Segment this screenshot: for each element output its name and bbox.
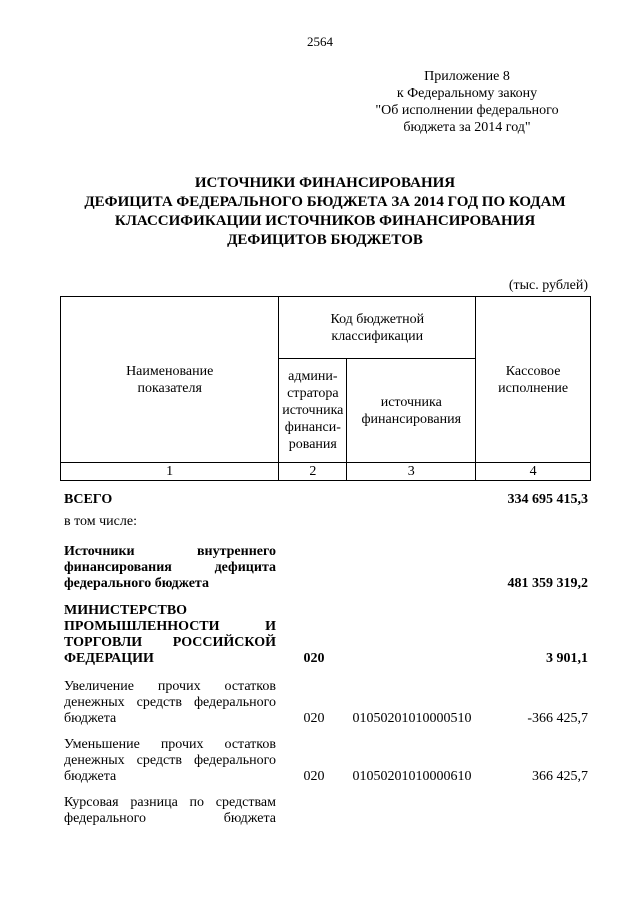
row-name: Уменьшение прочих остатков денежных средств федерального бюджета	[64, 737, 276, 784]
row-name: Курсовая разница по средствам федерального бюджета	[64, 795, 276, 826]
header-code-group: Код бюджетной классификации	[279, 297, 476, 359]
appendix-line: к Федеральному закону	[396, 86, 538, 101]
table-header	[60, 296, 591, 481]
title-line: ДЕФИЦИТА ФЕДЕРАЛЬНОГО БЮДЖЕТА ЗА 2014 ГОД ПО КОДАМ	[84, 194, 566, 210]
row-source-code: 01050201010000510	[352, 711, 472, 726]
header-source-column: источника финансирования	[347, 359, 476, 463]
column-number: 3	[347, 463, 476, 481]
header-amount-column: Кассовое исполнение	[476, 297, 591, 463]
appendix-line: бюджета за 2014 год"	[403, 120, 531, 135]
column-number: 1	[61, 463, 279, 481]
row-amount: 366 425,7	[532, 769, 588, 784]
column-number: 2	[279, 463, 347, 481]
row-amount: -366 425,7	[527, 711, 588, 726]
row-amount: 481 359 319,2	[507, 576, 588, 591]
row-admin-code: 020	[303, 769, 325, 784]
appendix-line: "Об исполнении федерального	[375, 103, 559, 118]
header-admin-column: админи- стратора источника финанси- рования	[279, 359, 347, 463]
title-line: КЛАССИФИКАЦИИ ИСТОЧНИКОВ ФИНАНСИРОВАНИЯ	[114, 213, 536, 229]
appendix-line: Приложение 8	[424, 69, 510, 84]
row-name: ВСЕГО	[64, 492, 113, 507]
column-number: 4	[476, 463, 591, 481]
title-line: ДЕФИЦИТОВ БЮДЖЕТОВ	[227, 232, 423, 248]
page-number: 2564	[307, 34, 333, 49]
row-amount: 3 901,1	[546, 651, 588, 666]
row-source-code: 01050201010000610	[352, 769, 472, 784]
row-name: в том числе:	[64, 514, 137, 529]
row-admin-code: 020	[303, 651, 325, 666]
document-title	[40, 174, 610, 250]
row-amount: 334 695 415,3	[507, 492, 588, 507]
title-line: ИСТОЧНИКИ ФИНАНСИРОВАНИЯ	[194, 175, 456, 191]
appendix-reference	[362, 68, 572, 136]
row-admin-code: 020	[303, 711, 325, 726]
header-name-column: Наименование показателя	[61, 297, 279, 463]
unit-label: (тыс. рублей)	[508, 278, 588, 293]
row-name: Источники внутреннего финансирования дефицита федерального бюджета	[64, 544, 276, 591]
row-name: Увеличение прочих остатков денежных средств федерального бюджета	[64, 679, 276, 726]
row-name: МИНИСТЕРСТВО ПРОМЫШЛЕННОСТИ И ТОРГОВЛИ РОССИЙСКОЙ ФЕДЕРАЦИИ	[64, 603, 276, 666]
